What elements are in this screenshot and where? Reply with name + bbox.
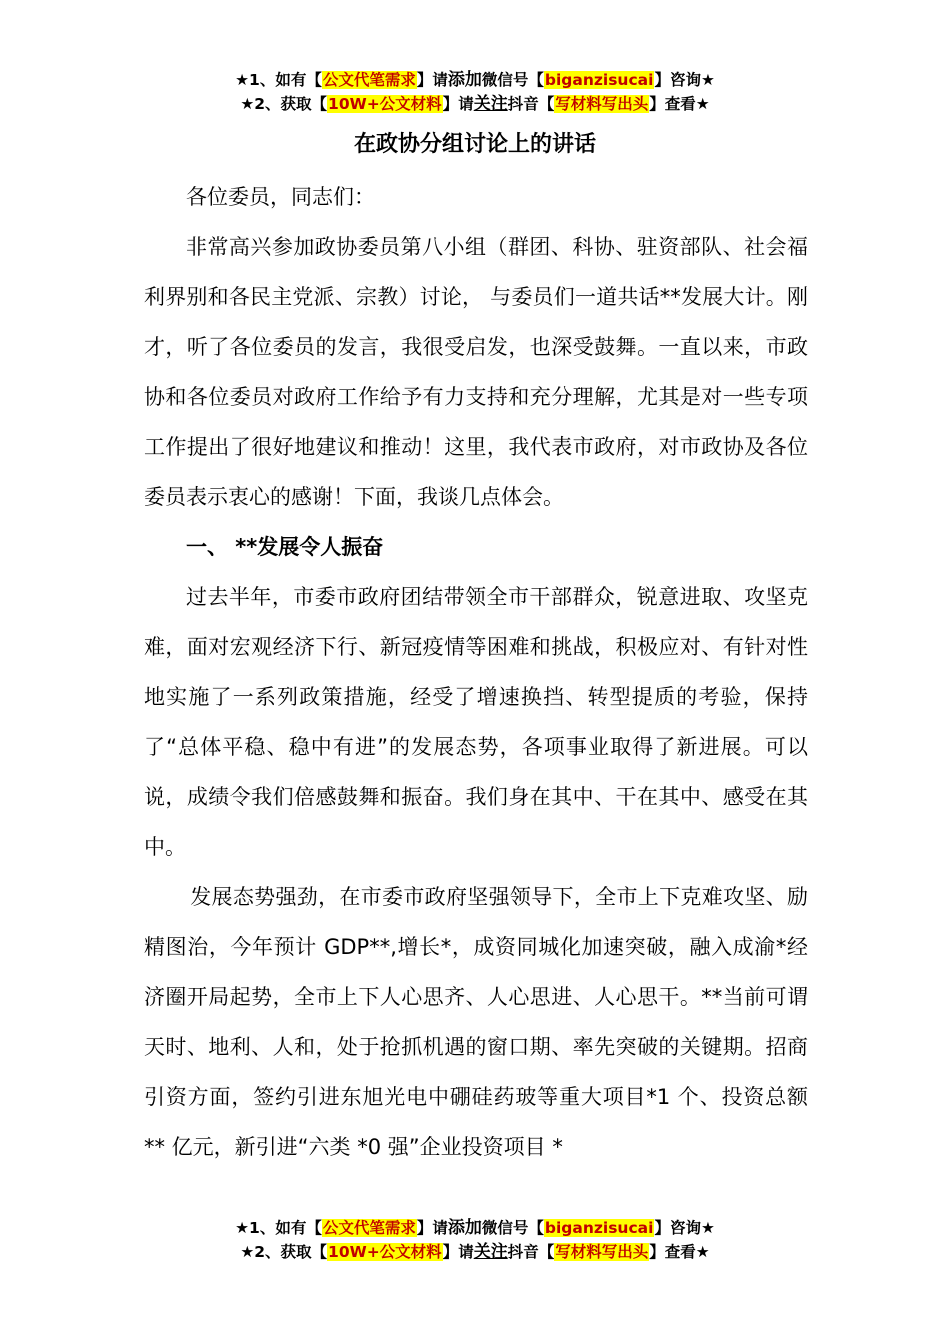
banner-highlight: 公文代笔需求 [322,71,416,89]
banner-wechat-id: biganzisucai [544,1219,654,1237]
banner-line-1: ★1、如有【公文代笔需求】请添加微信号【biganzisucai】咨询★ [235,1218,715,1238]
banner-wechat-id: biganzisucai [544,71,654,89]
header-banner [0,68,950,116]
paragraph: 非常高兴参加政协委员第八小组（群团、科协、驻资部队、社会福利界别和各民主党派、宗教）讨论， 与委员们一道共话**发展大计。刚才，听了各位委员的发言，我很受启发，也深受鼓舞。一直以来，市政协和各位委员对政府工作给予有力支持和充分理解，尤其是对一些专项工作提出了很好地建议和推动！这里，我代表市政府，对市政协及各位委员表示衷心的感谢！下面，我谈几点体会。 [144,235,808,509]
greeting: 各位委员，同志们： [186,185,375,209]
document-body [144,172,808,1172]
banner-line-2: ★2、获取【10W+公文材料】请关注抖音【写材料写出头】查看★ [240,1242,710,1262]
banner-douyin-id: 写材料写出头 [555,1243,649,1261]
section-heading: 一、 **发展令人振奋 [186,535,384,559]
banner-highlight: 10W+公文材料 [328,95,442,113]
paragraph: 过去半年，市委市政府团结带领全市干部群众，锐意进取、攻坚克难，面对宏观经济下行、新冠疫情等困难和挑战，积极应对、有针对性地实施了一系列政策措施，经受了增速换挡、转型提质的考验，保持了“总体平稳、稳中有进”的发展态势，各项事业取得了新进展。可以说，成绩令我们倍感鼓舞和振奋。我们身在其中、干在其中、感受在其中。 [144,585,808,859]
banner-line-1: ★1、如有【公文代笔需求】请添加微信号【biganzisucai】咨询★ [235,70,715,90]
paragraph: 发展态势强劲，在市委市政府坚强领导下，全市上下克难攻坚、励精图治，今年预计 GDP**,增长*，成资同城化加速突破，融入成渝*经济圈开局起势，全市上下人心思齐、人心思进、人心思干。**当前可谓天时、地利、人和，处于抢抓机遇的窗口期、率先突破的关键期。招商引资方面，签约引进东旭光电中硼硅药玻等重大项目*1 个、投资总额 ** 亿元，新引进“六类 *0 强”企业投资项目 * [144,885,808,1159]
banner-line-2: ★2、获取【10W+公文材料】请关注抖音【写材料写出头】查看★ [240,94,710,114]
banner-highlight: 公文代笔需求 [322,1219,416,1237]
document-title: 在政协分组讨论上的讲话 [353,132,596,157]
banner-douyin-id: 写材料写出头 [555,95,649,113]
footer-banner [0,1216,950,1264]
banner-highlight: 10W+公文材料 [328,1243,442,1261]
